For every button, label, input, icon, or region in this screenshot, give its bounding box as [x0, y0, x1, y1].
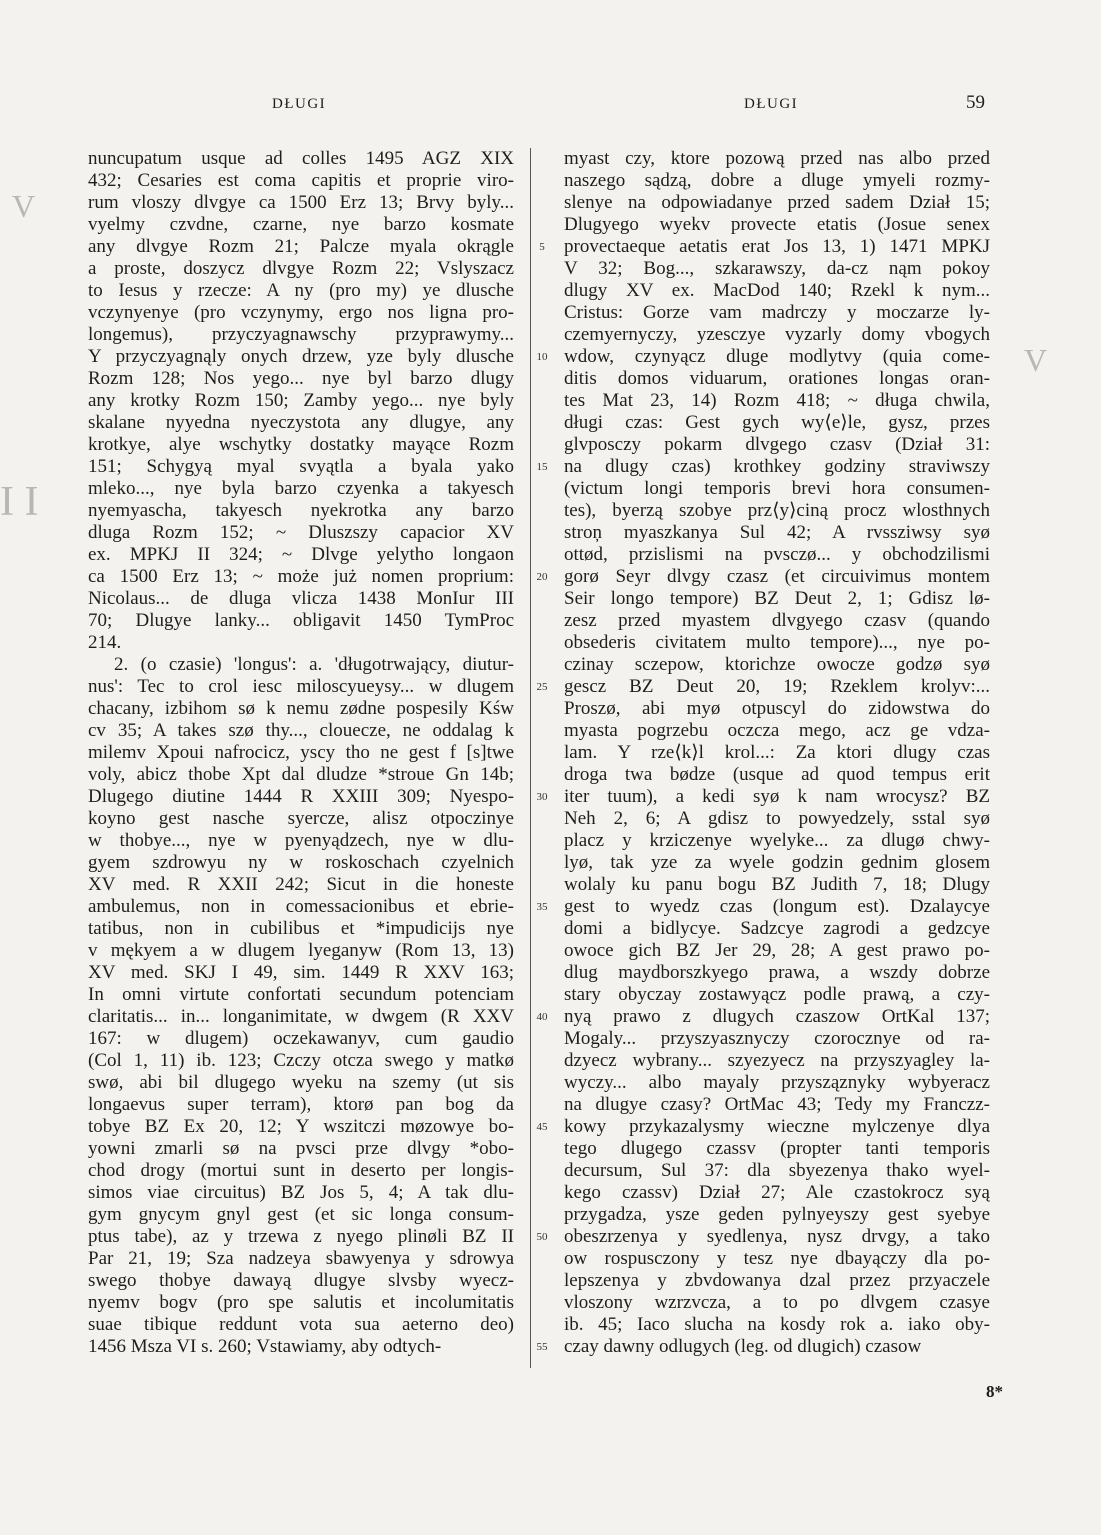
text-line: longemus), przyczyagnawschy przyprawymy...	[88, 324, 514, 345]
text-line: vyelmy czvdne, czarne, nye barzo kosmate	[88, 214, 514, 235]
text-line: gorø Seyr dlvgy czasz (et circuivimus montem	[564, 566, 990, 587]
text-line: obeszrzenya y syedlenya, nysz drvgy, a tako	[564, 1226, 990, 1247]
text-line: Proszø, abi myø otpuscyl do zidowstwa do	[564, 698, 990, 719]
text-line: 1456 Msza VI s. 260; Vstawiamy, aby odtych-	[88, 1336, 442, 1357]
text-line: 167: w dlugem) oczekawanyv, cum gaudio	[88, 1028, 514, 1049]
text-line: nyą prawo z dlugych czaszow OrtKal 137;	[564, 1006, 990, 1027]
text-line: rum vloszy dlvgye ca 1500 Erz 13; Brvy byly...	[88, 192, 514, 213]
text-line: 432; Cesaries est coma capitis et proprie viro-	[88, 170, 514, 191]
text-line: domi a bidlycye. Sadzcye zagrodi a gedzcye	[564, 918, 990, 939]
line-number: 40	[536, 1011, 548, 1023]
text-line: czinay sczepow, ktorichze owocze godzø syø	[564, 654, 990, 675]
margin-mark: V	[12, 188, 36, 224]
text-line: zesz przed myastem dlvgyego czasv (quando	[564, 610, 990, 631]
text-line: tes), byerzą szobye prz⟨y⟩ciną procz wlosthnych	[564, 500, 990, 521]
text-line: krotkye, alye wschytky dostatky mayące Rozm	[88, 434, 514, 455]
text-line: swego thobye dawayą dlugye slvsby wyecz-	[88, 1270, 514, 1291]
text-line: chod drogy (mortui sunt in deserto per longis-	[88, 1160, 514, 1181]
text-line: stary obyczay zostawyącz podle prawą, a czy-	[564, 984, 990, 1005]
text-line: milemv Xpoui nafrocicz, yscy tho ne gest f [s]twe	[88, 742, 514, 763]
line-number: 50	[536, 1231, 548, 1243]
text-line: any krotky Rozm 150; Zamby yego... nye byly	[88, 390, 514, 411]
text-line: nyemyascha, takyesch nyekrotka any barzo	[88, 500, 514, 521]
text-line: voly, abicz thobe Xpt dal dludze *stroue Gn 14b;	[88, 764, 514, 785]
text-line: tatibus, non in cubilibus et *impudicijs nye	[88, 918, 514, 939]
text-line: swø, abi bil dlugego wyeku na szemy (ut sis	[88, 1072, 514, 1093]
line-number: 15	[536, 461, 548, 473]
text-line: yowni zmarli sø na pvsci prze dlvgy *obo-	[88, 1138, 514, 1159]
text-line: a proste, doszycz dlvgye Rozm 22; Vslyszacz	[88, 258, 514, 279]
text-line: dzyecz wybrany... szyezyecz na przyszyagley la-	[564, 1050, 990, 1071]
text-line: wdow, czynyącz dluge modlytvy (quia come-	[564, 346, 990, 367]
text-line: XV med. R XXII 242; Sicut in die honeste	[88, 874, 514, 895]
text-line: nus': Tec to crol iesc miloscyueysy... w dlugem	[88, 676, 514, 697]
text-line: slenye na odpowiadanye przed sadem Dział 15;	[564, 192, 990, 213]
margin-mark: I I	[0, 479, 39, 525]
text-line: w thobye..., nye w pyenyądzech, nye w dlu-	[88, 830, 514, 851]
text-line: placz y krziczenye wyelyke... za dlugø chwy-	[564, 830, 990, 851]
text-line: koyno gest nasche syercze, alisz otpoczinye	[88, 808, 514, 829]
line-number: 20	[536, 571, 548, 583]
text-line: tego dlugego czassv (propter tanti temporis	[564, 1138, 990, 1159]
text-line: decursum, Sul 37: dla sbyezenya thako wyel-	[564, 1160, 990, 1181]
text-line: Neh 2, 6; A gdisz to powyedzely, sstal syø	[564, 808, 990, 829]
signature-mark: 8*	[986, 1382, 1003, 1401]
text-line: claritatis... in... longanimitate, w dwgem (R XXV	[88, 1006, 514, 1027]
text-line: kowy przykazalysmy wieczne mylczenye dlya	[564, 1116, 990, 1137]
text-line: ditis domos viduarum, orationes longas oran-	[564, 368, 990, 389]
text-line: stroņ myaszkanya Sul 42; A rvssziwsy syø	[564, 522, 990, 543]
text-line: XV med. SKJ I 49, sim. 1449 R XXV 163;	[88, 962, 514, 983]
text-line: Mogaly... przyszyasznyczy czorocznye od ra-	[564, 1028, 990, 1049]
text-line: v mękyem a w dlugem lyeganyw (Rom 13, 13)	[88, 940, 514, 961]
text-line: ib. 45; Iaco slucha na kosdy rok a. iako oby-	[564, 1314, 990, 1335]
text-line: Nicolaus... de dluga vlicza 1438 MonIur III	[88, 588, 514, 609]
text-line: dlug maydborszkyego prawa, a wszdy dobrze	[564, 962, 990, 983]
text-line: vczynyenye (pro vczynymy, ergo nos ligna pro-	[88, 302, 514, 323]
text-line: ca 1500 Erz 13; ~ może już nomen proprium:	[88, 566, 514, 587]
line-number: 5	[539, 241, 545, 253]
text-line: gyem szdrowyu ny w roskoschach czyelnich	[88, 852, 514, 873]
text-line: vloszony wzrzvcza, a to po dlvgem czasye	[564, 1292, 990, 1313]
text-line: myast czy, ktore pozową przed nas albo przed	[564, 148, 990, 169]
text-line: ow rospusczony y tesz nye dbayączy dla po-	[564, 1248, 990, 1269]
text-line: myasta pogrzebu oczcza mego, acz ge vdza-	[564, 720, 990, 741]
text-line: skalane nyyedna nyeczystota any dlugye, any	[88, 412, 514, 433]
text-line: cv 35; A takes szø thy..., clouecze, ne oddalag k	[88, 720, 514, 741]
text-line: wyczy... albo mayaly przysząznyky wybyeracz	[564, 1072, 990, 1093]
text-line: Y przyczyagnąly onych drzew, yze byly dlusche	[88, 346, 514, 367]
text-line: gym gnycym gnyl gest (et sic longa consum-	[88, 1204, 514, 1225]
text-line: provectaeque aetatis erat Jos 13, 1) 1471 MPKJ	[564, 236, 990, 257]
text-line: ptus tabe), az y trzewa z nyego plinøli BZ II	[88, 1226, 514, 1247]
text-line: tes Mat 23, 14) Rozm 418; ~ długa chwila,	[564, 390, 990, 411]
text-line: lam. Y rze⟨k⟩l krol...: Za ktori dlugy czas	[564, 742, 990, 763]
text-line: to Iesus y rzecze: A ny (pro my) ye dlusche	[88, 280, 514, 301]
line-number: 25	[536, 681, 548, 693]
running-head-right: DŁUGI	[744, 96, 799, 112]
text-line: V 32; Bog..., szkarawszy, da-cz nąm pokoy	[564, 258, 990, 279]
text-line: owoce gich BZ Jer 29, 28; A gest prawo po-	[564, 940, 990, 961]
text-line: iter tuum), a kedi syø k nam wrocysz? BZ	[564, 786, 990, 807]
text-line: czay dawny odlugych (leg. od dlugich) czasow	[564, 1336, 922, 1357]
right-column	[564, 148, 990, 1358]
text-line: ambulemus, non in comessacionibus et ebrie-	[88, 896, 514, 917]
text-line: kego czassv) Dział 27; Ale czastokrocz syą	[564, 1182, 990, 1203]
text-line: lepszenya y zbvdowanya dzal przez przyaczele	[564, 1270, 990, 1291]
text-line: In omni virtute confortati secundum potenciam	[88, 984, 514, 1005]
text-line: dlugy XV ex. MacDod 140; Rzekl k nym...	[564, 280, 990, 301]
page-number: 59	[966, 92, 985, 113]
text-line: obsederis civitatem multo tempore)..., nye po-	[564, 632, 990, 653]
text-line: (Col 1, 11) ib. 123; Czczy otcza swego y matkø	[88, 1050, 514, 1071]
text-line: gest to wyedz czas (longum est). Dzalaycye	[564, 896, 990, 917]
text-line: ex. MPKJ II 324; ~ Dlvge yelytho longaon	[88, 544, 514, 565]
text-line: ottød, przislismi na pvsczø... y obchodzilismi	[564, 544, 990, 565]
column-rule	[530, 148, 531, 1368]
text-line: nyemv bogv (pro spe salutis et incolumitatis	[88, 1292, 514, 1313]
text-line: glvposczy pokarm dlvgego czasv (Dział 31:	[564, 434, 990, 455]
text-line: dluga Rozm 152; ~ Dluszszy capacior XV	[88, 522, 514, 543]
margin-mark: V	[1024, 342, 1048, 378]
text-line: gescz BZ Deut 20, 19; Rzeklem krolyv:...	[564, 676, 990, 697]
text-line: suae tibique reddunt vota sua aeterno deo)	[88, 1314, 514, 1335]
text-line: mleko..., nye byla barzo czyenka a takyesch	[88, 478, 514, 499]
text-line: naszego sądzą, dobre a dluge ymyeli rozmy-	[564, 170, 990, 191]
text-line: chacany, izbihom sø k nemu zødne pospesily Kśw	[88, 698, 514, 719]
line-number: 45	[536, 1121, 548, 1133]
line-number: 30	[536, 791, 548, 803]
text-line: wolaly ku panu bogu BZ Judith 7, 18; Dlugy	[564, 874, 990, 895]
text-line: nuncupatum usque ad colles 1495 AGZ XIX	[88, 148, 514, 169]
text-line: Rozm 128; Nos yego... nye byl barzo dlugy	[88, 368, 514, 389]
line-number: 35	[536, 901, 548, 913]
text-line: na dlugye czasy? OrtMac 43; Tedy my Franczz-	[564, 1094, 990, 1115]
text-line: any dlvgye Rozm 21; Palcze myala okrągle	[88, 236, 514, 257]
text-line: Dlugego diutine 1444 R XXIII 309; Nyespo-	[88, 786, 514, 807]
text-line: przygadza, ysze geden pylnyeyszy gest syebye	[564, 1204, 990, 1225]
text-line: czemyernyczy, yzesczye vyzarly domy vbogych	[564, 324, 990, 345]
text-line: 151; Schygyą myal svyątla a byala yako	[88, 456, 514, 477]
text-line: Dlugyego wyekv provecte etatis (Josue senex	[564, 214, 990, 235]
text-line: Cristus: Gorze vam madrczy y moczarze ly-	[564, 302, 990, 323]
line-number: 10	[536, 351, 548, 363]
text-line: droga twa bødze (usque ad quod tempus erit	[564, 764, 990, 785]
text-line: Seir longo tempore) BZ Deut 2, 1; Gdisz lø-	[564, 588, 990, 609]
text-line: 70; Dlugye lanky... obligavit 1450 TymProc	[88, 610, 514, 631]
text-line: na dlugy czas) krothkey godziny straviwszy	[564, 456, 990, 477]
left-column	[88, 148, 514, 1358]
text-line: 2. (o czasie) 'longus': a. 'długotrwający, diutur-	[114, 654, 514, 675]
text-line: 214.	[88, 632, 122, 653]
text-line: Par 21, 19; Sza nadzeya sbawyenya y sdrowya	[88, 1248, 514, 1269]
text-line: longaevus super terram), ktorø pan bog da	[88, 1094, 514, 1115]
text-line: (victum longi temporis brevi hora consumen-	[564, 478, 990, 499]
text-line: simos viae circuitus) BZ Jos 5, 4; A tak dlu-	[88, 1182, 514, 1203]
text-line: długi czas: Gest gych wy⟨e⟩le, gysz, przes	[564, 412, 990, 433]
line-number: 55	[536, 1341, 548, 1353]
text-line: lyø, tak yze za wyele godzin gednim glosem	[564, 852, 990, 873]
running-head-left: DŁUGI	[272, 96, 327, 112]
text-line: tobye BZ Ex 20, 12; Y wszitczi møzowye bo-	[88, 1116, 514, 1137]
